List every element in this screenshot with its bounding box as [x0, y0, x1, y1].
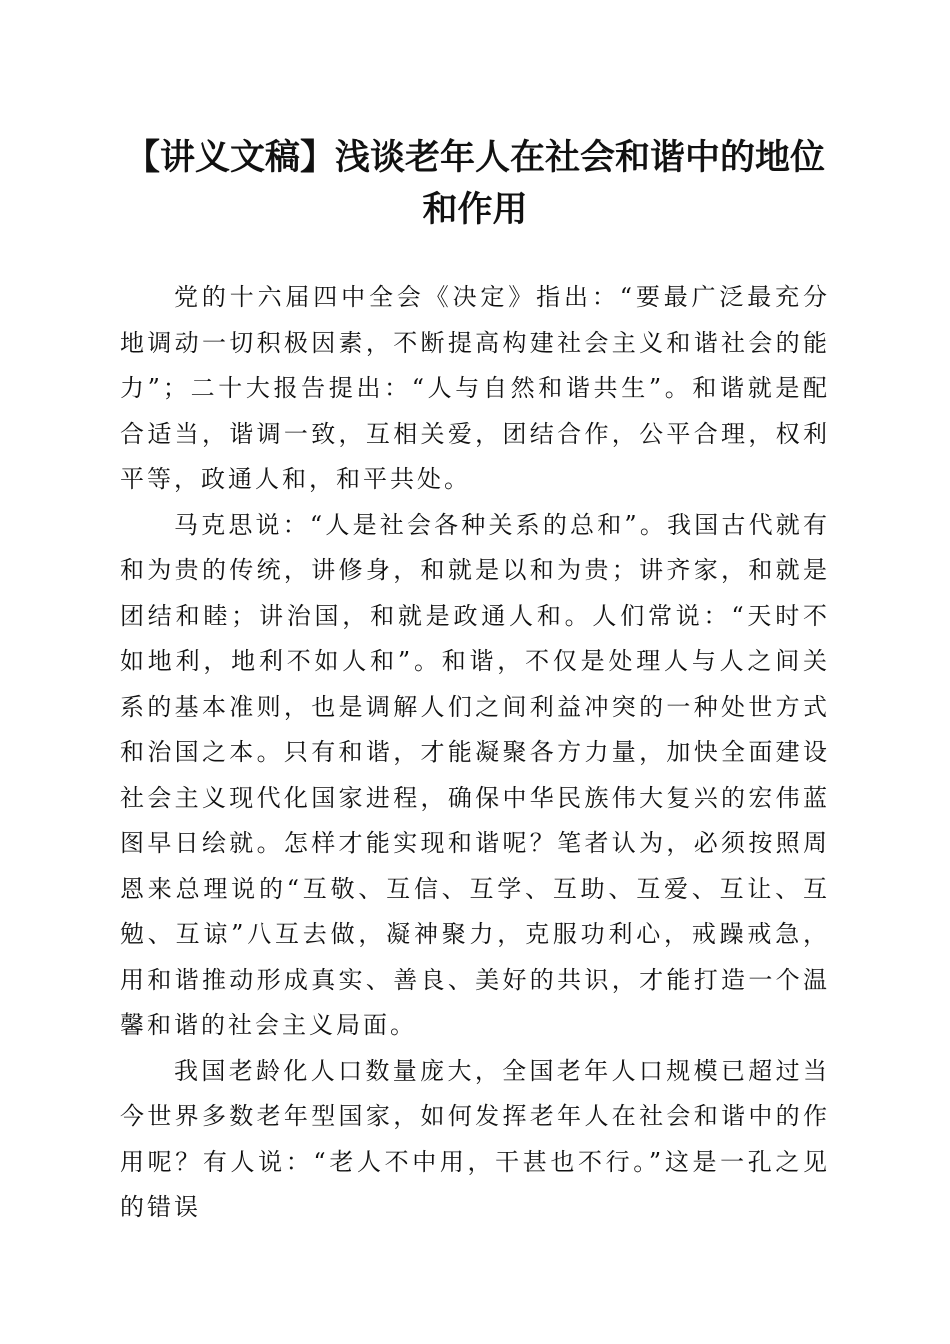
document-body [120, 275, 830, 1231]
title-line-2: 和作用 [422, 189, 528, 230]
title-line-1: 【讲义文稿】浅谈老年人在社会和谐中的地位 [124, 137, 825, 178]
paragraph-1: 党的十六届四中全会《决定》指出：“要最广泛最充分地调动一切积极因素，不断提高构建社会主义和谐社会的能力”；二十大报告提出：“人与自然和谐共生”。和谐就是配合适当，谐调一致，互相关爱，团结合作，公平合理，权利平等，政通人和，和平共处。 [120, 283, 830, 493]
paragraph-3: 我国老龄化人口数量庞大，全国老年人口规模已超过当今世界多数老年型国家，如何发挥老年人在社会和谐中的作用呢？有人说：“老人不中用，干甚也不行。”这是一孔之见的错误 [120, 1056, 830, 1221]
document-title [110, 132, 840, 236]
paragraph-2: 马克思说：“人是社会各种关系的总和”。我国古代就有和为贵的传统，讲修身，和就是以和为贵；讲齐家，和就是团结和睦；讲治国，和就是政通人和。人们常说：“天时不如地利，地利不如人和”。和谐，不仅是处理人与人之间关系的基本准则，也是调解人们之间利益冲突的一种处世方式和治国之本。只有和谐，才能凝聚各方力量，加快全面建设社会主义现代化国家进程，确保中华民族伟大复兴的宏伟蓝图早日绘就。怎样才能实现和谐呢？笔者认为，必须按照周恩来总理说的“互敬、互信、互学、互助、互爱、互让、互勉、互谅”八互去做，凝神聚力，克服功利心，戒躁戒急，用和谐推动形成真实、善良、美好的共识，才能打造一个温馨和谐的社会主义局面。 [120, 510, 830, 1039]
